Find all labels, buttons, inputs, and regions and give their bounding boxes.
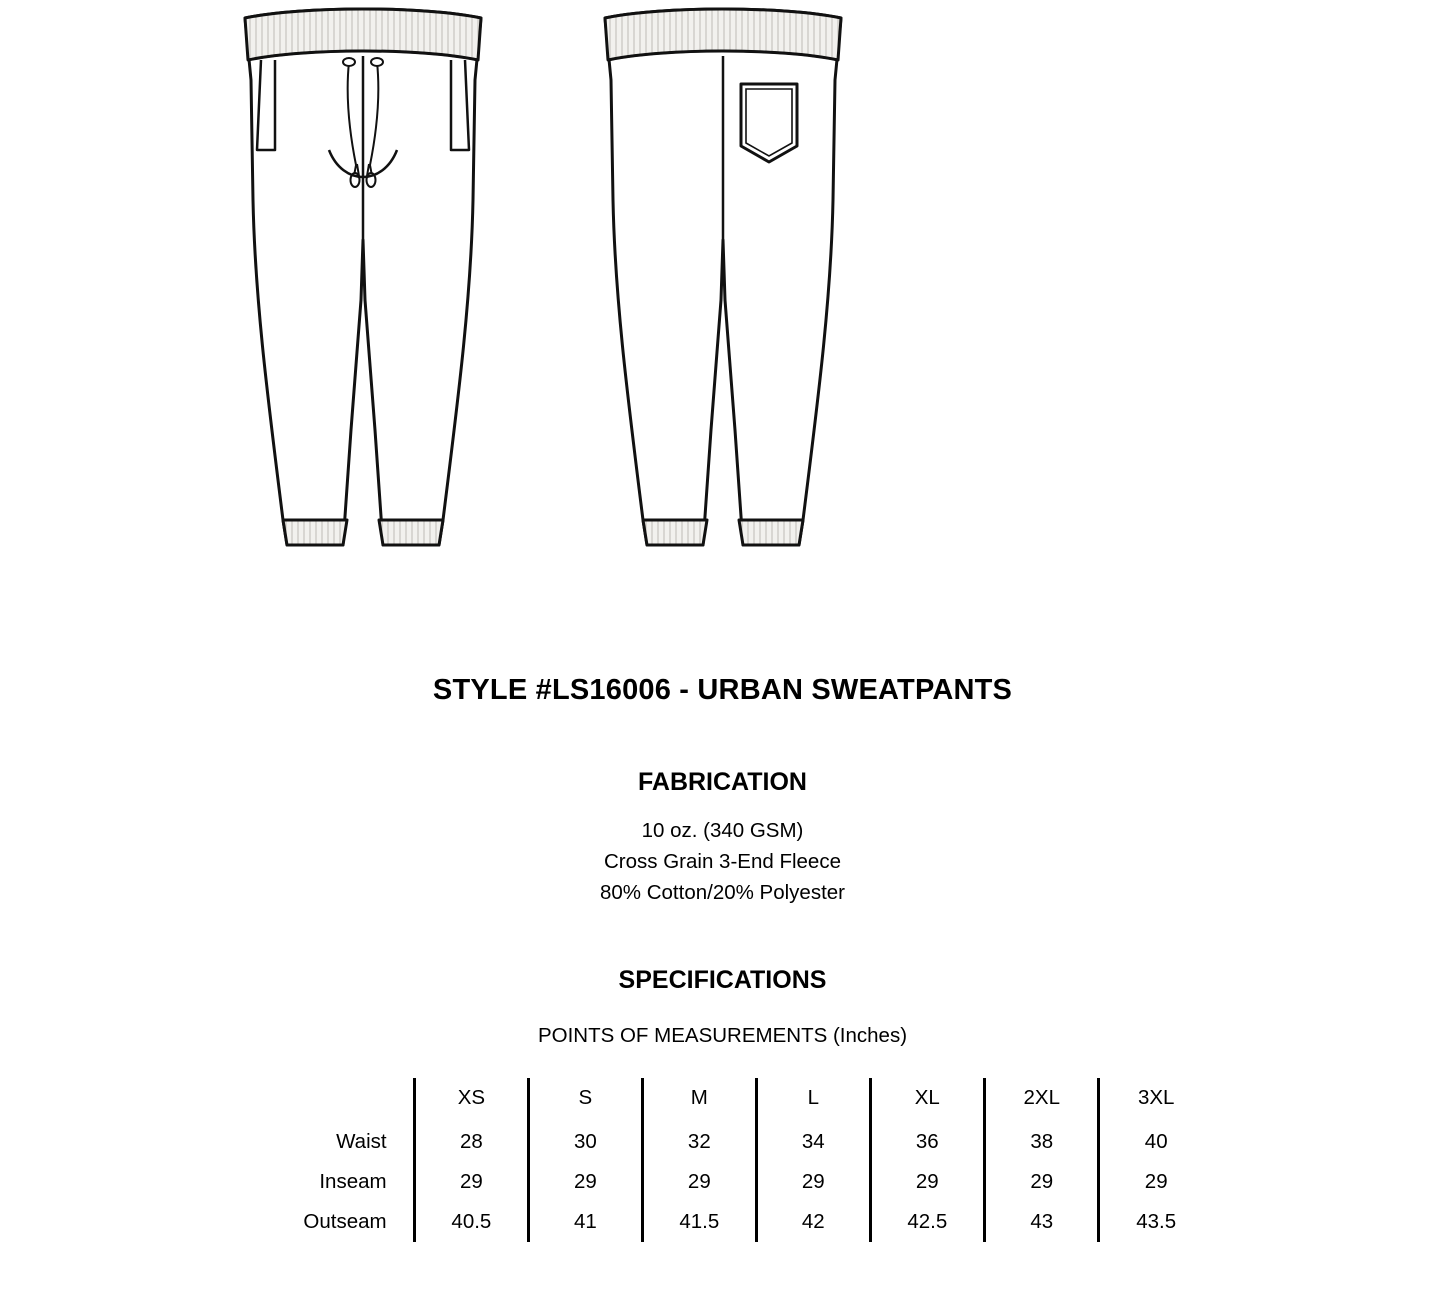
row-label-inseam: Inseam [319, 1170, 387, 1193]
outseam-m: 41.5 [642, 1202, 757, 1242]
fabrication-details [0, 815, 1445, 908]
waist-xs: 28 [414, 1122, 529, 1162]
outseam-2xl: 43 [985, 1202, 1099, 1242]
fabrication-line-construction: Cross Grain 3-End Fleece [604, 850, 841, 873]
sweatpants-front-view [245, 9, 481, 545]
outseam-3xl: 43.5 [1099, 1202, 1212, 1242]
outseam-s: 41 [529, 1202, 642, 1242]
size-header-m: M [642, 1078, 757, 1122]
fabrication-line-weight: 10 oz. (340 GSM) [641, 819, 804, 842]
waist-s: 30 [529, 1122, 642, 1162]
size-header-xs: XS [414, 1078, 529, 1122]
size-header-l: L [757, 1078, 870, 1122]
waist-2xl: 38 [985, 1122, 1099, 1162]
waist-m: 32 [642, 1122, 757, 1162]
table-header-row [232, 1078, 1212, 1122]
size-header-3xl: 3XL [1099, 1078, 1212, 1122]
measurements-table [232, 1078, 1212, 1242]
inseam-xl: 29 [870, 1162, 985, 1202]
sweatpants-back-view [605, 9, 841, 545]
size-header-2xl: 2XL [985, 1078, 1099, 1122]
fabrication-heading: FABRICATION [638, 768, 807, 796]
row-label-waist: Waist [336, 1130, 387, 1153]
outseam-xs: 40.5 [414, 1202, 529, 1242]
waist-3xl: 40 [1099, 1122, 1212, 1162]
inseam-xs: 29 [414, 1162, 529, 1202]
measurements-table-wrapper [232, 1078, 1212, 1242]
inseam-2xl: 29 [985, 1162, 1099, 1202]
fabrication-line-content: 80% Cotton/20% Polyester [600, 881, 845, 904]
table-row [232, 1202, 1212, 1242]
outseam-l: 42 [757, 1202, 870, 1242]
outseam-xl: 42.5 [870, 1202, 985, 1242]
inseam-m: 29 [642, 1162, 757, 1202]
table-row [232, 1162, 1212, 1202]
waist-xl: 36 [870, 1122, 985, 1162]
inseam-3xl: 29 [1099, 1162, 1212, 1202]
size-header-s: S [529, 1078, 642, 1122]
row-label-outseam: Outseam [303, 1210, 387, 1233]
table-row [232, 1122, 1212, 1162]
inseam-l: 29 [757, 1162, 870, 1202]
table-corner-cell [232, 1078, 414, 1122]
waist-l: 34 [757, 1122, 870, 1162]
points-of-measurements-label: POINTS OF MEASUREMENTS (Inches) [537, 1024, 908, 1047]
style-title: STYLE #LS16006 - URBAN SWEATPANTS [432, 674, 1013, 706]
inseam-s: 29 [529, 1162, 642, 1202]
specifications-heading: SPECIFICATIONS [618, 966, 827, 994]
size-header-xl: XL [870, 1078, 985, 1122]
technical-flat-sketches [0, 0, 1445, 620]
